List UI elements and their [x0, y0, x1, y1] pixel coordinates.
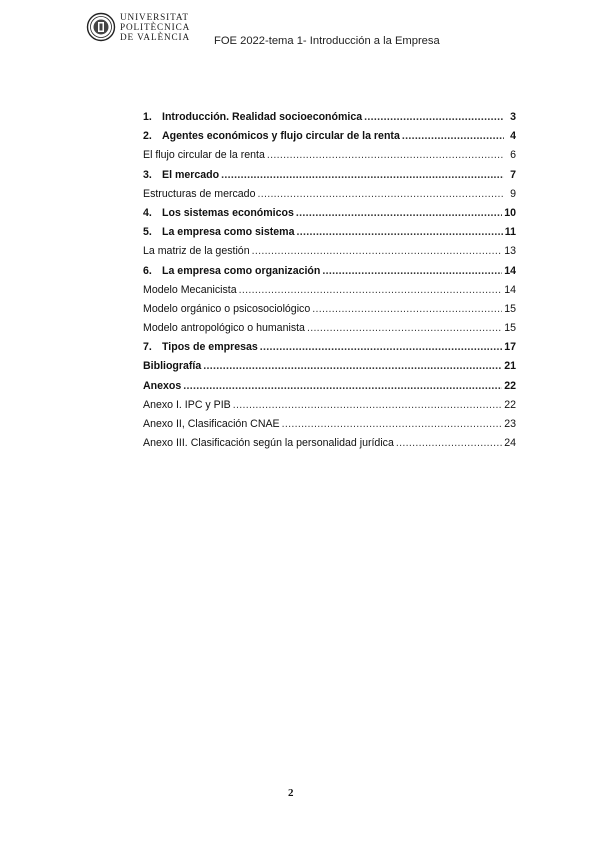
toc-entry[interactable]	[143, 341, 516, 360]
toc-dot-leader	[233, 399, 502, 411]
toc-entry-page: 15	[504, 322, 516, 335]
toc-dot-leader	[239, 284, 503, 296]
toc-entry-number: 4.	[143, 206, 152, 219]
university-name-line: DE VALÈNCIA	[120, 32, 191, 42]
toc-entry[interactable]	[143, 188, 516, 207]
toc-entry-label: La matriz de la gestión	[143, 245, 250, 258]
toc-entry[interactable]	[143, 303, 516, 322]
toc-entry-page: 6	[510, 149, 516, 162]
university-name	[120, 12, 190, 42]
toc-entry-label: Modelo orgánico o psicosociológico	[143, 302, 311, 315]
university-name-line: POLITÈCNICA	[120, 22, 191, 32]
toc-entry-label: Anexo II, Clasificación CNAE	[143, 418, 280, 430]
toc-entry-label: El flujo circular de la renta	[143, 149, 265, 162]
toc-entry[interactable]	[143, 169, 516, 188]
toc-entry-number: 1.	[143, 111, 152, 123]
toc-entry-number: 5.	[143, 226, 152, 239]
toc-entry-number: 7.	[143, 341, 152, 354]
table-of-contents	[143, 111, 516, 456]
toc-dot-leader	[322, 265, 502, 277]
toc-entry-page: 3	[510, 111, 516, 123]
toc-dot-leader	[307, 322, 502, 334]
toc-entry[interactable]	[143, 399, 516, 418]
toc-entry-label: Anexos	[143, 379, 182, 392]
toc-dot-leader	[203, 360, 502, 372]
toc-dot-leader	[402, 130, 504, 142]
page-header	[0, 0, 601, 60]
toc-entry-number: 3.	[143, 168, 152, 181]
toc-entry[interactable]	[143, 226, 516, 245]
toc-entry-page: 13	[504, 245, 516, 258]
document-title: FOE 2022-tema 1- Introducción a la Empresa	[214, 35, 440, 47]
toc-dot-leader	[183, 380, 502, 392]
toc-entry-page: 22	[504, 379, 516, 392]
toc-dot-leader	[260, 341, 502, 353]
toc-entry-label: Introducción. Realidad socioeconómica	[162, 111, 363, 123]
toc-entry-label: Anexo I. IPC y PIB	[143, 398, 231, 411]
toc-entry-page: 11	[504, 226, 516, 239]
toc-entry-page: 24	[504, 437, 516, 450]
toc-entry[interactable]	[143, 245, 516, 264]
toc-entry-page: 7	[510, 168, 516, 181]
toc-entry[interactable]	[143, 284, 516, 303]
toc-entry[interactable]	[143, 130, 516, 149]
toc-dot-leader	[257, 188, 504, 200]
toc-dot-leader	[312, 303, 502, 315]
toc-dot-leader	[267, 149, 504, 161]
page-number: 2	[288, 787, 294, 799]
toc-entry-label: Tipos de empresas	[162, 341, 258, 354]
toc-entry[interactable]	[143, 111, 516, 130]
toc-entry-label: Los sistemas económicos	[162, 206, 294, 219]
toc-entry[interactable]	[143, 149, 516, 168]
toc-dot-leader	[296, 207, 502, 219]
toc-entry-page: 10	[504, 206, 516, 219]
toc-entry-label: Agentes económicos y flujo circular de la renta	[162, 130, 400, 143]
toc-dot-leader	[296, 226, 502, 238]
toc-entry-page: 14	[504, 283, 516, 296]
toc-entry-label: La empresa como organización	[162, 264, 321, 277]
toc-dot-leader	[364, 111, 504, 123]
toc-entry-number: 6.	[143, 264, 152, 277]
toc-entry[interactable]	[143, 437, 516, 456]
toc-dot-leader	[221, 169, 504, 181]
toc-entry-label: El mercado	[162, 168, 220, 181]
toc-entry-label: Bibliografía	[143, 360, 202, 373]
toc-dot-leader	[396, 437, 502, 449]
toc-entry-page: 17	[504, 341, 516, 354]
toc-entry-page: 15	[504, 302, 516, 315]
toc-entry-page: 14	[504, 264, 516, 277]
toc-entry[interactable]	[143, 207, 516, 226]
university-name-line: UNIVERSITAT	[120, 12, 189, 22]
toc-entry[interactable]	[143, 360, 516, 379]
toc-entry[interactable]	[143, 322, 516, 341]
toc-entry-page: 22	[504, 398, 516, 411]
toc-entry[interactable]	[143, 265, 516, 284]
toc-entry-number: 2.	[143, 130, 152, 143]
toc-entry-label: La empresa como sistema	[162, 226, 295, 239]
toc-entry-page: 4	[510, 130, 516, 143]
toc-entry-label: Modelo antropológico o humanista	[143, 322, 305, 335]
toc-entry[interactable]	[143, 380, 516, 399]
toc-entry-page: 9	[510, 187, 516, 200]
toc-entry-label: Modelo Mecanicista	[143, 283, 237, 296]
university-seal-icon	[86, 12, 116, 42]
toc-entry-label: Estructuras de mercado	[143, 187, 256, 200]
toc-dot-leader	[282, 418, 503, 430]
toc-dot-leader	[252, 245, 503, 257]
toc-entry-label: Anexo III. Clasificación según la personalidad jurídica	[143, 437, 394, 450]
university-logo	[86, 12, 190, 42]
toc-entry[interactable]	[143, 418, 516, 437]
toc-entry-page: 21	[504, 360, 516, 373]
toc-entry-page: 23	[504, 418, 516, 430]
